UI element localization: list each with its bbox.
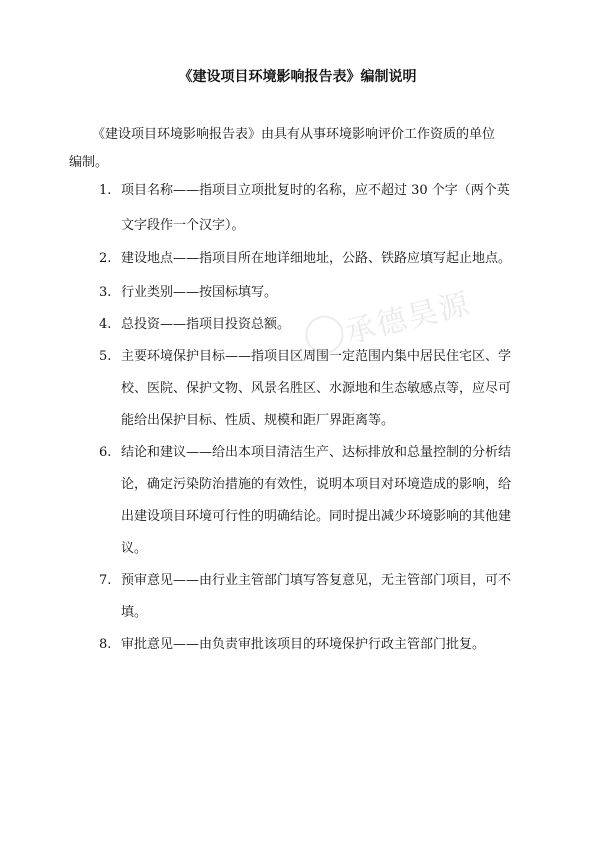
- item-7-line-1: 预审意见——由行业主管部门填写答复意见，无主管部门项目，可不: [121, 573, 512, 588]
- item-5-line-3: 能给出保护目标、性质、规模和距厂界距离等。: [121, 413, 395, 428]
- item-2-number: 2.: [99, 251, 112, 266]
- item-6-number: 6.: [99, 445, 112, 460]
- item-4-number: 4.: [99, 317, 112, 332]
- intro-line-2: 编制。: [69, 155, 109, 170]
- item-7-line-2: 填。: [121, 605, 148, 620]
- item-6-line-1: 结论和建议——给出本项目清洁生产、达标排放和总量控制的分析结: [121, 445, 512, 460]
- watermark-seal-icon: [301, 312, 347, 358]
- item-5-number: 5.: [99, 349, 112, 364]
- item-4-line-1: 总投资——指项目投资总额。: [121, 317, 291, 332]
- watermark-text: 承德昊源: [341, 286, 475, 351]
- item-1-line-2: 文字段作一个汉字）。: [121, 218, 245, 233]
- item-6-line-4: 议。: [121, 541, 148, 556]
- item-8-line-1: 审批意见——由负责审批该项目的环境保护行政主管部门批复。: [121, 637, 486, 652]
- item-3-number: 3.: [99, 285, 112, 300]
- item-1-number: 1.: [99, 183, 112, 198]
- item-5-line-2: 校、医院、保护文物、风景名胜区、水源地和生态敏感点等，应尽可: [121, 381, 512, 396]
- document-title: 《建设项目环境影响报告表》编制说明: [178, 69, 417, 85]
- item-6-line-3: 出建设项目环境可行性的明确结论。同时提出减少环境影响的其他建: [121, 509, 512, 524]
- intro-line-1: 《建设项目环境影响报告表》由具有从事环境影响评价工作资质的单位: [92, 127, 496, 142]
- item-5-line-1: 主要环境保护目标——指项目区周围一定范围内集中居民住宅区、学: [121, 349, 512, 364]
- item-2-line-1: 建设地点——指项目所在地详细地址，公路、铁路应填写起止地点。: [121, 251, 512, 266]
- item-3-line-1: 行业类别——按国标填写。: [121, 285, 278, 300]
- item-6-line-2: 论，确定污染防治措施的有效性，说明本项目对环境造成的影响，给: [121, 477, 512, 492]
- item-1-line-1: 项目名称——指项目立项批复时的名称，应不超过 30 个字（两个英: [121, 183, 510, 198]
- item-7-number: 7.: [99, 573, 112, 588]
- item-8-number: 8.: [99, 637, 112, 652]
